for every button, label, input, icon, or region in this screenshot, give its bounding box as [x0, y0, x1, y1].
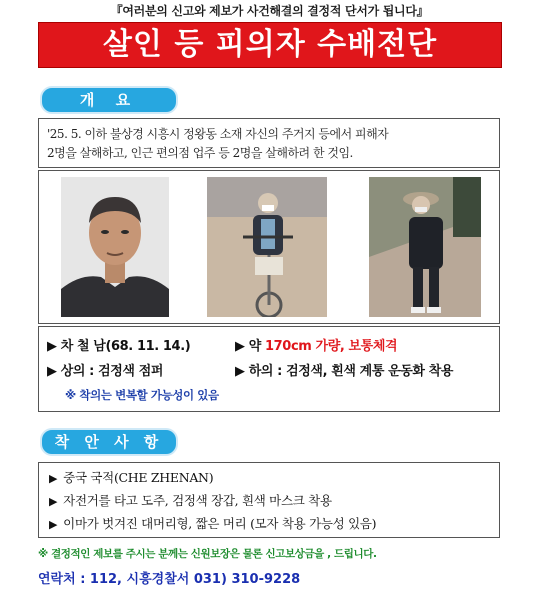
height-highlight: 170cm 가량, 보통체격 — [265, 339, 398, 354]
suspect-bottom-clothing: ▶ 하의 : 검정색, 흰색 계통 운동화 착용 — [235, 364, 454, 379]
suspect-photos — [38, 170, 500, 324]
reward-notice: ※ 결정적인 제보를 주시는 분께는 신원보장은 물론 신고보상금을 , 드립니다. — [38, 548, 377, 560]
note-text: 자전거를 타고 도주, 검정색 장갑, 흰색 마스크 착용 — [63, 493, 332, 508]
note-item — [49, 513, 489, 536]
triangle-right-icon: ▶ — [49, 472, 58, 485]
suspect-height-build — [235, 335, 397, 354]
note-text: 이마가 벗겨진 대머리형, 짧은 머리 (모자 착용 가능성 있음) — [63, 516, 377, 531]
height-prefix: ▶ 약 — [235, 339, 266, 354]
cctv-walking-photo — [369, 177, 481, 317]
cctv-bicycle-photo — [207, 177, 327, 317]
triangle-right-icon: ▶ — [49, 495, 58, 508]
notes-heading: 착 안 사 항 — [40, 428, 178, 456]
notes-box — [38, 462, 500, 538]
contact-info: 연락처 : 112, 시흥경찰서 031) 310-9228 — [38, 572, 301, 587]
suspect-name-dob: ▶ 차 철 남(68. 11. 14.) — [47, 339, 191, 354]
note-item — [49, 467, 489, 490]
triangle-right-icon: ▶ — [49, 518, 58, 531]
page-title: 살인 등 피의자 수배전단 — [38, 22, 502, 68]
overview-box — [38, 118, 500, 168]
note-item — [49, 490, 489, 513]
top-slogan: 『여러분의 신고와 제보가 사건해결의 결정적 단서가 됩니다』 — [110, 4, 429, 18]
clothing-change-note: ※ 착의는 변복할 가능성이 있음 — [65, 388, 219, 402]
note-text: 중국 국적(CHE ZHENAN) — [63, 470, 214, 485]
suspect-top-clothing: ▶ 상의 : 검정색 점퍼 — [47, 364, 164, 379]
overview-heading: 개 요 — [40, 86, 178, 114]
suspect-portrait-photo — [61, 177, 169, 317]
suspect-info-box — [38, 326, 500, 412]
overview-text-line1: '25. 5. 이하 불상경 시흥시 정왕동 소재 자신의 주거지 등에서 피해자 — [47, 127, 389, 141]
overview-text-line2: 2명을 살해하고, 인근 편의점 업주 등 2명을 살해하려 한 것임. — [47, 146, 353, 160]
